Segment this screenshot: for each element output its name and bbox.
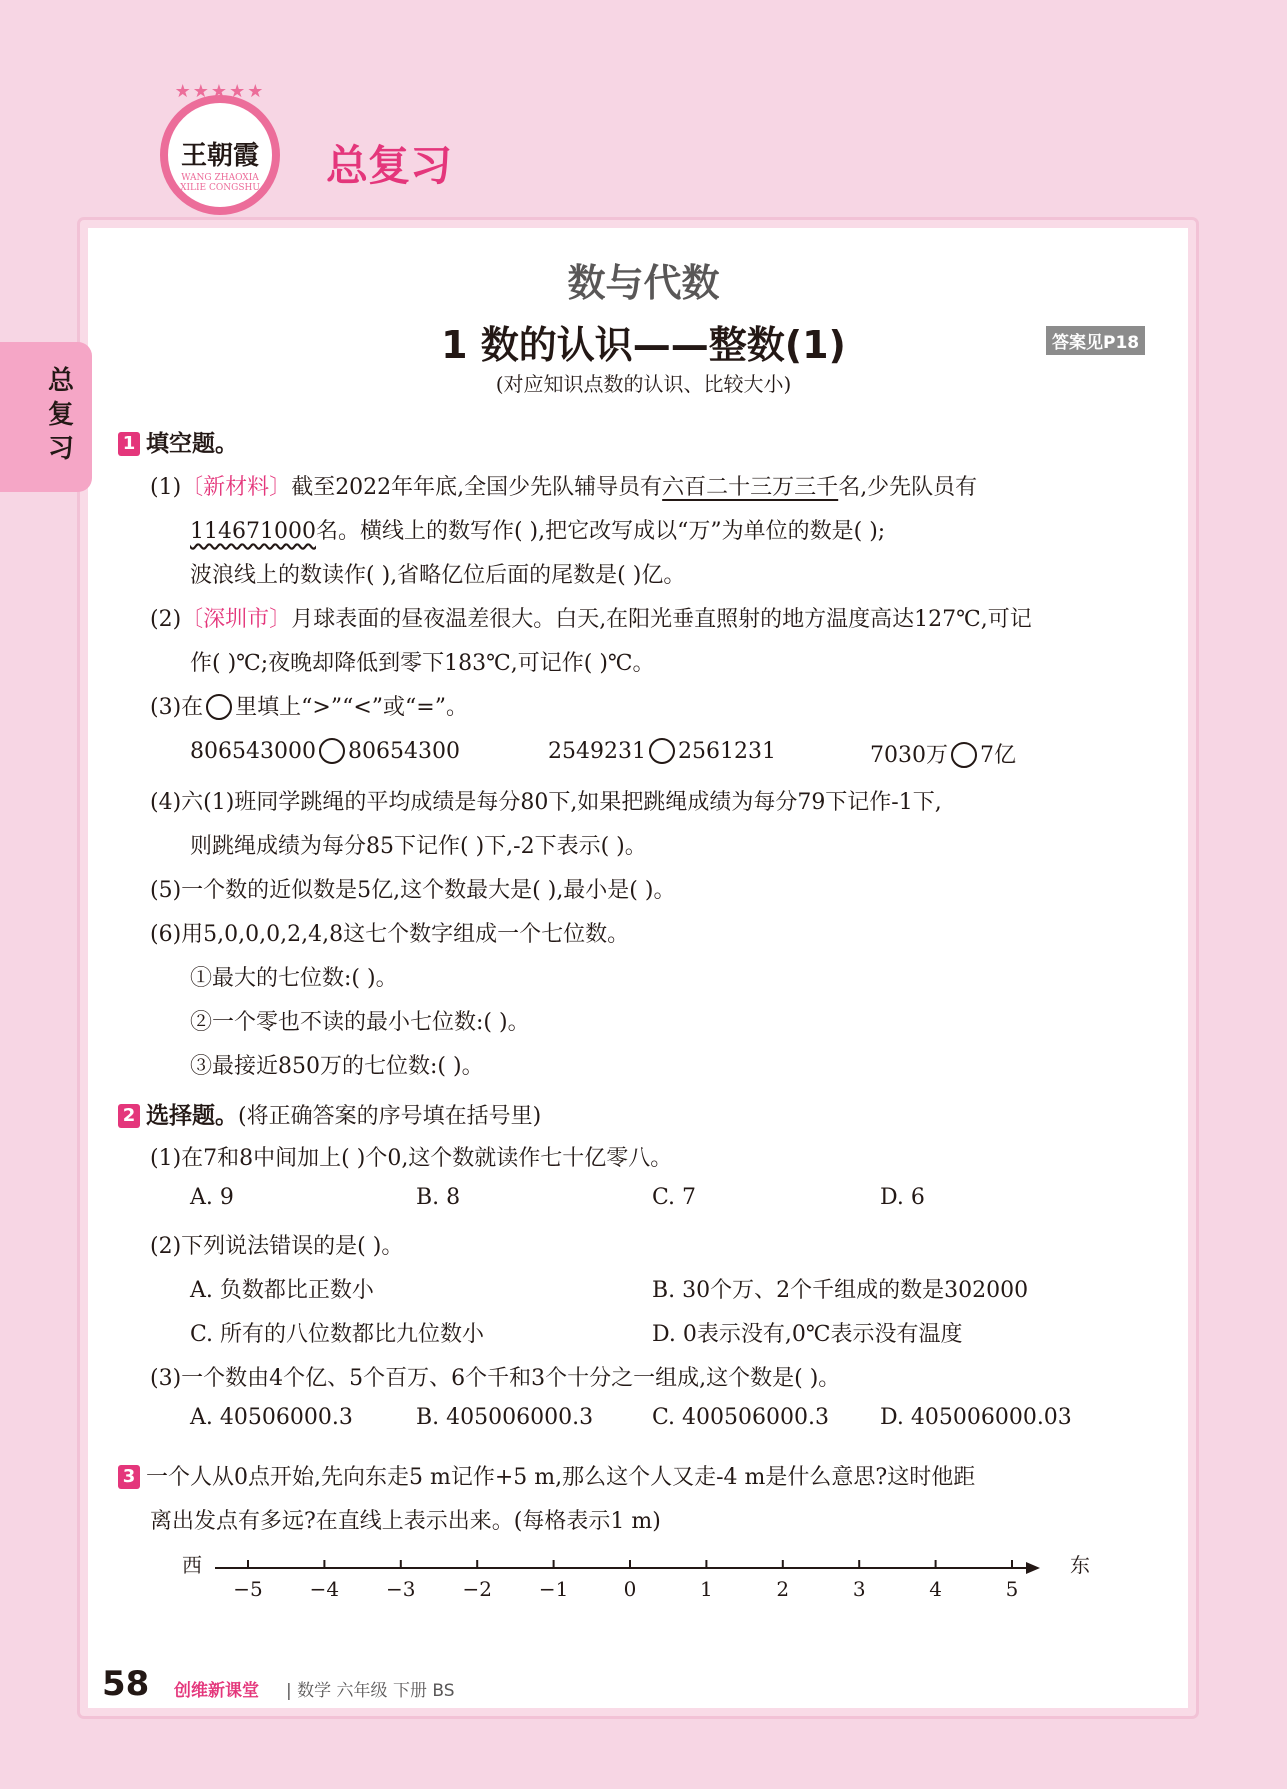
- logo-subtitle: WANG ZHAOXIA XILIE CONGSHU: [180, 173, 260, 193]
- q2-s1-option-c[interactable]: C. 7: [652, 1185, 697, 1210]
- tick-label: −2: [462, 1577, 492, 1601]
- tick-label: 0: [623, 1577, 637, 1601]
- q2-s2-option-b[interactable]: B. 30个万、2个千组成的数是302000: [652, 1278, 1029, 1303]
- q1-p3-text: (3)在: [150, 695, 204, 720]
- q2-s2-option-c[interactable]: C. 所有的八位数都比九位数小: [190, 1322, 485, 1347]
- tick-label: 2: [776, 1577, 790, 1601]
- tick-label: 1: [700, 1577, 713, 1601]
- number-line: [170, 1550, 1130, 1610]
- q1-p1-line1: [150, 470, 977, 501]
- footer-brand: 创维新课堂: [174, 1681, 259, 1701]
- q1-p1-text2: 名,少先队员有: [838, 475, 978, 500]
- q1-p6-ii: ②一个零也不读的最小七位数:( )。: [190, 1010, 530, 1035]
- arrow-right-icon: [1026, 1562, 1040, 1574]
- q1-p1-underlined: 六百二十三万三千: [662, 475, 839, 500]
- q1-p2-line2: 作( )℃;夜晚却降低到零下183℃,可记作( )℃。: [190, 651, 655, 676]
- q1-p3-text2: 里填上“>”“<”或“=”。: [235, 695, 468, 720]
- q2-s3-option-d[interactable]: D. 405006000.03: [880, 1405, 1072, 1430]
- compare-circle-input[interactable]: [319, 738, 345, 764]
- page-number: 58: [102, 1664, 150, 1704]
- compare-circle-input[interactable]: [649, 738, 675, 764]
- q3-line2: 离出发点有多远?在直线上表示出来。(每格表示1 m): [150, 1509, 661, 1534]
- q1-p1-line2: [190, 514, 885, 545]
- brand-logo: [160, 81, 280, 215]
- q3-text: 一个人从0点开始,先向东走5 m记作+5 m,那么这个人又走-4 m是什么意思?这时他距: [146, 1465, 976, 1490]
- q2-s1-option-b[interactable]: B. 8: [416, 1185, 461, 1210]
- q3-line1: [118, 1460, 975, 1491]
- q1-p2-tag: 〔深圳市〕: [181, 607, 292, 632]
- q2-s1-option-d[interactable]: D. 6: [880, 1185, 925, 1210]
- compare-2-left: 2549231: [548, 739, 646, 764]
- q1-p1-line3: 波浪线上的数读作( ),省略亿位后面的尾数是( )亿。: [190, 563, 686, 588]
- q1-p3-line1: [150, 690, 468, 721]
- tick-label: −5: [233, 1577, 263, 1601]
- lesson-heading: 1 数的认识——整数(1): [441, 323, 846, 367]
- section-title: 总复习: [326, 141, 453, 190]
- compare-3-left: 7030万: [870, 743, 948, 768]
- q1-p3-compare-3: [870, 738, 1016, 769]
- logo-name: 王朝霞: [180, 141, 259, 171]
- q2-s2-stem: (2)下列说法错误的是( )。: [150, 1234, 404, 1259]
- tick-label: −1: [538, 1577, 569, 1601]
- q1-p4-line2: 则跳绳成绩为每分85下记作( )下,-2下表示( )。: [190, 834, 647, 859]
- tick-label: 3: [852, 1577, 866, 1601]
- q1-p5: (5)一个数的近似数是5亿,这个数最大是( ),最小是( )。: [150, 878, 676, 903]
- answer-reference-badge: 答案见P18: [1046, 326, 1145, 355]
- side-tab-label: 总复习: [47, 366, 74, 464]
- compare-3-right: 7亿: [980, 743, 1016, 768]
- q1-p6-i: ①最大的七位数:( )。: [190, 966, 398, 991]
- q1-number-badge: 1: [118, 432, 140, 456]
- q1-p1-label: (1): [150, 475, 182, 500]
- q2-s3-stem: (3)一个数由4个亿、5个百万、6个千和3个十分之一组成,这个数是( )。: [150, 1366, 841, 1391]
- q1-p2-line1: [150, 602, 1032, 633]
- compare-1-right: 80654300: [347, 739, 460, 764]
- q2-s3-option-a[interactable]: A. 40506000.3: [190, 1405, 353, 1430]
- q2-s1-option-a[interactable]: A. 9: [190, 1185, 234, 1210]
- tick-group: [233, 1560, 1018, 1601]
- q2-s1-stem: (1)在7和8中间加上( )个0,这个数就读作七十亿零八。: [150, 1146, 673, 1171]
- tick-label: −4: [309, 1577, 340, 1601]
- q2-header: [118, 1097, 541, 1130]
- q3-number-badge: 3: [118, 1465, 140, 1489]
- q2-title: 选择题。: [146, 1103, 238, 1129]
- lesson-subheading: (对应知识点数的认识、比较大小): [495, 372, 792, 396]
- chapter-heading: 数与代数: [567, 261, 720, 305]
- footer-info: | 数学 六年级 下册 BS: [286, 1681, 455, 1701]
- q1-p1-tag: 〔新材料〕: [181, 475, 292, 500]
- q1-p1-wavy-number: 114671000: [190, 519, 316, 544]
- q1-header: [118, 425, 238, 458]
- q2-number-badge: 2: [118, 1104, 140, 1128]
- q2-s2-option-a[interactable]: A. 负数都比正数小: [190, 1278, 374, 1303]
- q1-p4-line1: (4)六(1)班同学跳绳的平均成绩是每分80下,如果把跳绳成绩为每分79下记作-1下,: [150, 790, 942, 815]
- tick-label: 5: [1005, 1577, 1019, 1601]
- q2-s3-option-b[interactable]: B. 405006000.3: [416, 1405, 594, 1430]
- q1-p2-label: (2): [150, 607, 182, 632]
- q2-s2-option-d[interactable]: D. 0表示没有,0℃表示没有温度: [652, 1322, 963, 1347]
- compare-circle-input[interactable]: [951, 742, 977, 768]
- q1-p3-compare-2: [548, 738, 776, 764]
- q1-p2-text: 月球表面的昼夜温差很大。白天,在阳光垂直照射的地方温度高达127℃,可记: [291, 607, 1032, 632]
- q1-p6: (6)用5,0,0,0,2,4,8这七个数字组成一个七位数。: [150, 922, 630, 947]
- q1-p1-text3: 名。横线上的数写作( ),把它改写成以“万”为单位的数是( );: [315, 519, 886, 544]
- q1-p3-compare-1: [190, 738, 460, 764]
- q2-s3-option-c[interactable]: C. 400506000.3: [652, 1405, 829, 1430]
- q1-title: 填空题。: [146, 431, 238, 457]
- stars-decoration: ★★★★★: [174, 81, 266, 102]
- circle-blank-icon: [206, 694, 232, 720]
- east-label: 东: [1070, 1553, 1090, 1577]
- tick-label: −3: [386, 1577, 416, 1601]
- q1-p1-text: 截至2022年年底,全国少先队辅导员有: [291, 475, 663, 500]
- q2-hint: (将正确答案的序号填在括号里): [238, 1104, 542, 1129]
- q1-p6-iii: ③最接近850万的七位数:( )。: [190, 1054, 484, 1079]
- compare-1-left: 806543000: [190, 739, 316, 764]
- tick-label: 4: [929, 1577, 942, 1601]
- west-label: 西: [182, 1553, 202, 1577]
- compare-2-right: 2561231: [677, 739, 776, 764]
